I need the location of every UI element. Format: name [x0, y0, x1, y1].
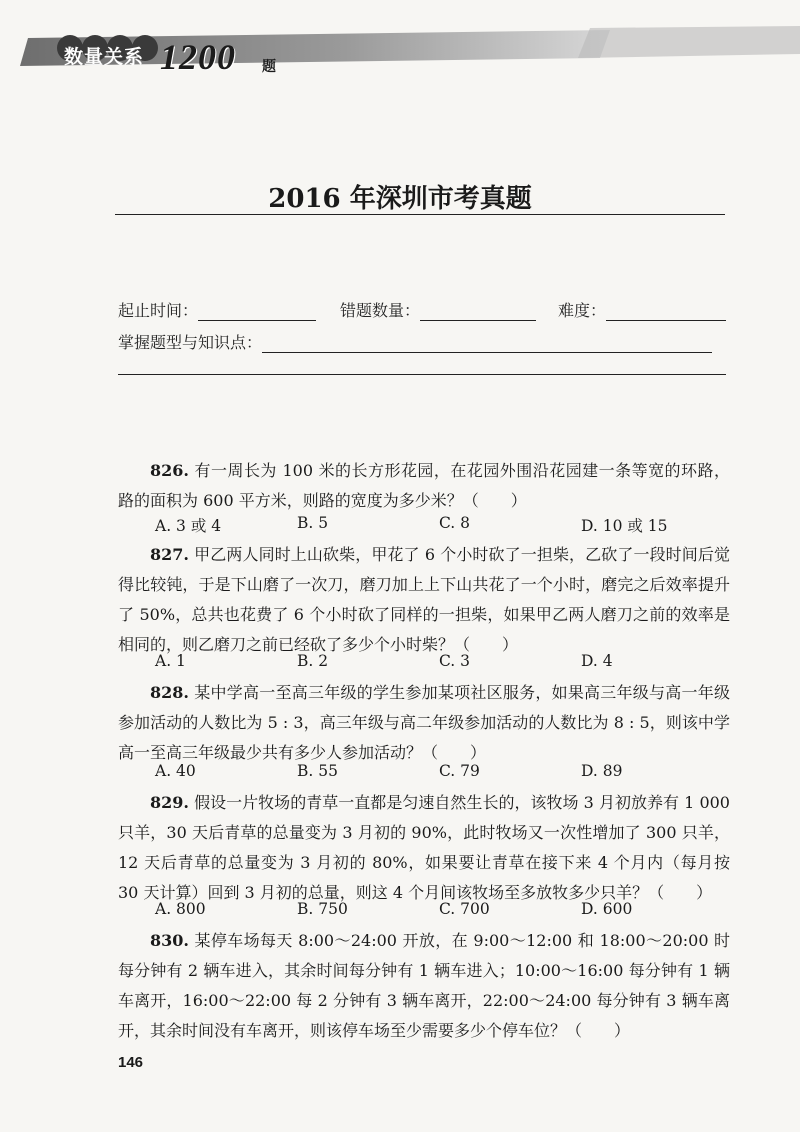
- option-a: A. 1: [155, 652, 186, 670]
- question-text: 假设一片牧场的青草一直都是匀速自然生长的，该牧场 3 月初放养有 1 000 只羊，30 天后青草的总量变为 3 月初的 90%，此时牧场又一次性增加了 300 只羊，12 天后青草的总量变为 3 月初的 80%，如果要让青草在接下来 4 个月内（每月按 30 天计算）回到 3 月初的总量，则这 4 个月间该牧场至多放牧多少只羊？（ ）: [118, 793, 730, 902]
- option-c: C. 3: [439, 652, 471, 670]
- option-d: D. 89: [581, 762, 623, 780]
- option-a: A. 40: [155, 762, 196, 780]
- error-count-label: 错题数量：: [340, 301, 421, 320]
- option-d: D. 10 或 15: [581, 517, 668, 535]
- option-b: B. 2: [297, 652, 329, 670]
- question-number: 830.: [150, 931, 189, 950]
- question-number: 829.: [150, 793, 189, 812]
- question-text: 某停车场每天 8:00～24:00 开放，在 9:00～12:00 和 18:00～20:00 时每分钟有 2 辆车进入，其余时间每分钟有 1 辆车进入；10:00～16:00 每分钟有 1 辆车离开，16:00～22:00 每 2 分钟有 3 辆车离开，22:00～24:00 每分钟有 3 辆车离开，其余时间没有车离开，则该停车场至少需要多少个停车位？（ ）: [118, 931, 730, 1040]
- options-827: [155, 652, 735, 678]
- option-c: C. 79: [439, 762, 480, 780]
- record-form-row-1: [118, 298, 730, 322]
- series-suffix: 题: [262, 59, 276, 75]
- question-text: 某中学高一至高三年级的学生参加某项社区服务，如果高三年级与高一年级参加活动的人数比为 5 : 3，高三年级与高二年级参加活动的人数比为 8 : 5，则该中学高一至高三年级最少共有多少人参加活动？（ ）: [118, 683, 730, 762]
- knowledge-field: [118, 330, 712, 353]
- difficulty-field: [558, 298, 726, 321]
- question-827: [118, 540, 730, 660]
- start-time-label: 起止时间：: [118, 301, 199, 320]
- question-number: 826.: [150, 461, 189, 480]
- question-text: 甲乙两人同时上山砍柴，甲花了 6 个小时砍了一担柴，乙砍了一段时间后觉得比较钝，于是下山磨了一次刀，磨刀加上上下山共花了一个小时，磨完之后效率提升了 50%，总共也花费了 6 个小时砍了同样的一担柴，如果甲乙两人磨刀之前的效率是相同的，则乙磨刀之前已经砍了多少个小时柴？（ ）: [118, 545, 730, 654]
- knowledge-blank[interactable]: [262, 336, 712, 353]
- series-number: 1200: [160, 37, 236, 77]
- option-d: D. 4: [581, 652, 613, 670]
- option-a: A. 800: [155, 900, 206, 918]
- options-826: [155, 514, 735, 540]
- difficulty-blank[interactable]: [606, 304, 726, 321]
- question-text: 有一周长为 100 米的长方形花园，在花园外围沿花园建一条等宽的环路，路的面积为 600 平方米，则路的宽度为多少米？（ ）: [118, 461, 730, 510]
- option-b: B. 5: [297, 514, 329, 532]
- title-divider: [115, 214, 725, 215]
- record-form-row-2: [118, 330, 730, 354]
- question-830: [118, 926, 730, 1046]
- page-title: 2016 年深圳市考真题: [268, 184, 532, 214]
- question-829: [118, 788, 730, 908]
- header-banner: [0, 18, 800, 77]
- option-a: A. 3 或 4: [155, 517, 222, 535]
- option-c: C. 8: [439, 514, 471, 532]
- start-time-field: [118, 298, 316, 321]
- option-b: B. 750: [297, 900, 348, 918]
- option-d: D. 600: [581, 900, 633, 918]
- question-number: 828.: [150, 683, 189, 702]
- option-b: B. 55: [297, 762, 338, 780]
- error-count-field: [340, 298, 536, 321]
- start-time-blank[interactable]: [198, 304, 316, 321]
- option-c: C. 700: [439, 900, 490, 918]
- question-number: 827.: [150, 545, 189, 564]
- error-count-blank[interactable]: [420, 304, 536, 321]
- series-title: 数量关系: [64, 46, 145, 68]
- question-826: [118, 456, 730, 516]
- knowledge-extra-line[interactable]: [118, 374, 726, 375]
- difficulty-label: 难度：: [558, 301, 607, 320]
- knowledge-label: 掌握题型与知识点：: [118, 333, 263, 352]
- page-number: 146: [118, 1054, 144, 1071]
- options-829: [155, 900, 735, 926]
- question-828: [118, 678, 730, 768]
- options-828: [155, 762, 735, 788]
